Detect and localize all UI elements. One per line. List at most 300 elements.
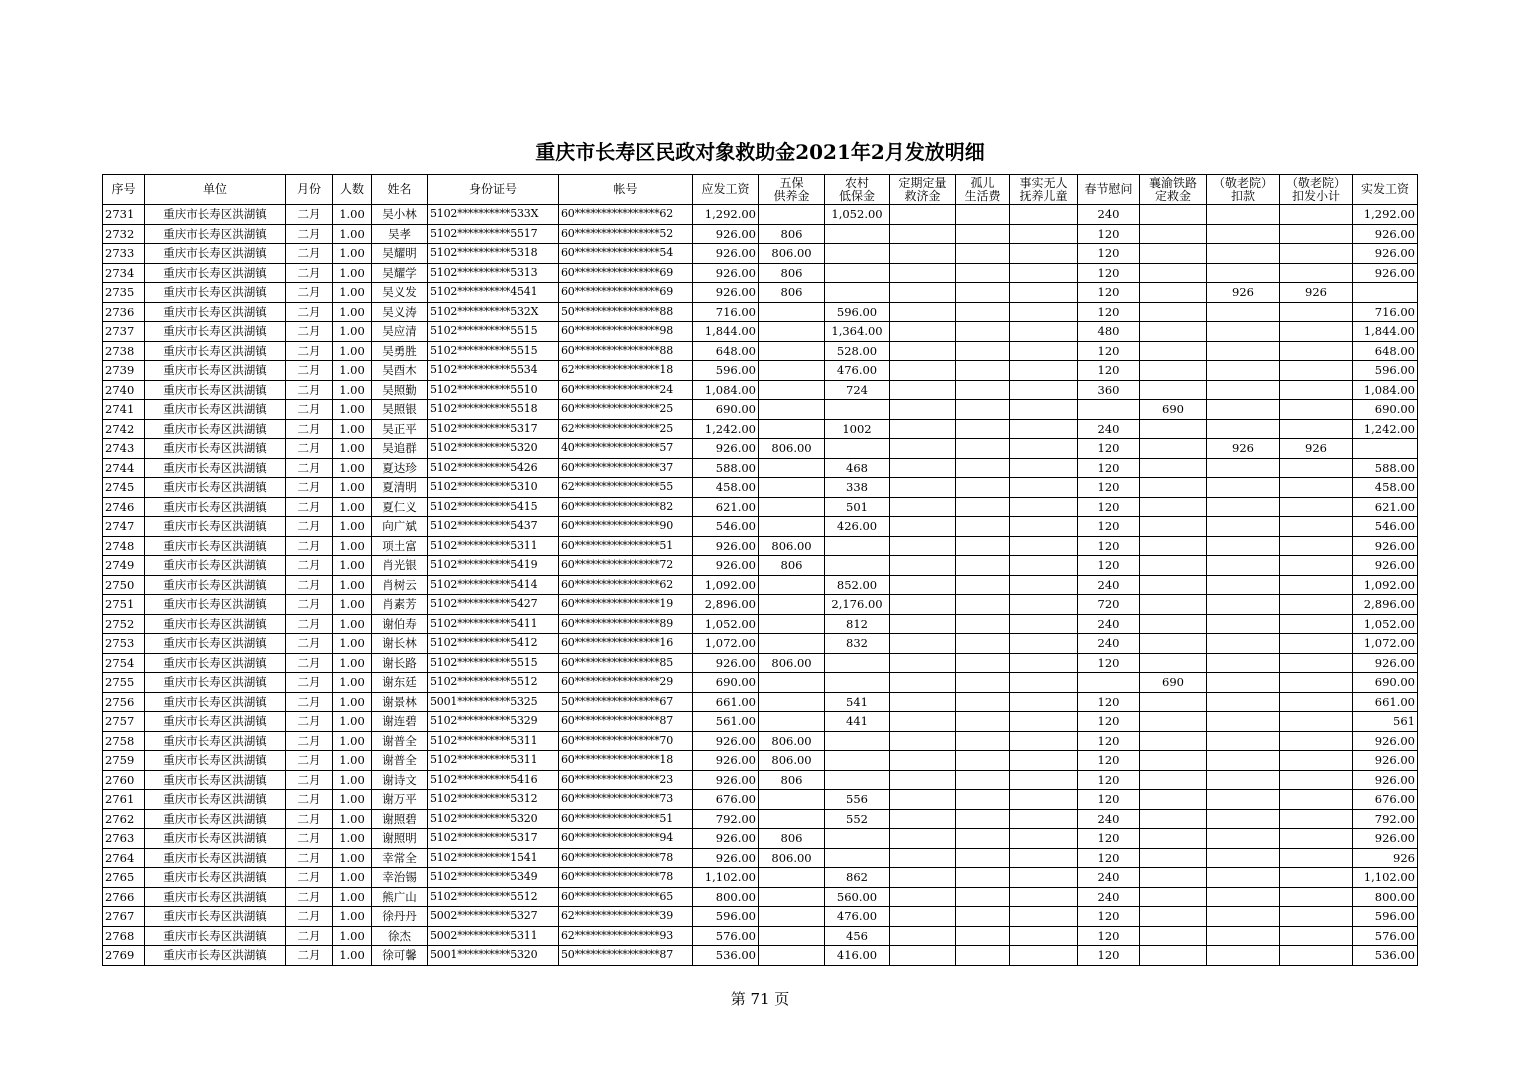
cell-unit: 重庆市长寿区洪湖镇 (145, 692, 286, 712)
cell-gross-pay: 926.00 (693, 770, 759, 790)
cell-nursing-home-subtotal (1280, 380, 1353, 400)
cell-seq: 2737 (103, 322, 145, 342)
table-row (103, 887, 1418, 907)
cell-rural-subsistence: 852.00 (825, 575, 890, 595)
cell-spring-festival: 120 (1078, 439, 1140, 459)
cell-five-guarantee: 806.00 (759, 536, 825, 556)
cell-name: 熊广山 (372, 887, 428, 907)
cell-nursing-home-deduction (1207, 887, 1280, 907)
column-header-month: 月份 (286, 175, 333, 205)
cell-id-number: 5102**********4541 (428, 283, 559, 303)
cell-nursing-home-deduction (1207, 380, 1280, 400)
cell-name: 谢照碧 (372, 809, 428, 829)
cell-spring-festival: 240 (1078, 614, 1140, 634)
cell-five-guarantee (759, 497, 825, 517)
cell-de-facto-orphan (1010, 380, 1078, 400)
cell-seq: 2743 (103, 439, 145, 459)
cell-rural-subsistence: 441 (825, 712, 890, 732)
cell-de-facto-orphan (1010, 283, 1078, 303)
cell-unit: 重庆市长寿区洪湖镇 (145, 536, 286, 556)
cell-id-number: 5102**********5311 (428, 731, 559, 751)
cell-de-facto-orphan (1010, 926, 1078, 946)
cell-orphan-allowance (956, 848, 1010, 868)
cell-spring-festival: 720 (1078, 595, 1140, 615)
cell-spring-festival: 120 (1078, 653, 1140, 673)
cell-name: 谢长路 (372, 653, 428, 673)
cell-railway-relief (1140, 731, 1207, 751)
cell-spring-festival: 120 (1078, 478, 1140, 498)
cell-count: 1.00 (333, 809, 372, 829)
cell-month: 二月 (286, 244, 333, 264)
cell-de-facto-orphan (1010, 595, 1078, 615)
cell-name: 谢连碧 (372, 712, 428, 732)
cell-net-pay: 926.00 (1353, 829, 1418, 849)
cell-rural-subsistence (825, 263, 890, 283)
table-row (103, 634, 1418, 654)
cell-five-guarantee (759, 614, 825, 634)
cell-count: 1.00 (333, 400, 372, 420)
cell-month: 二月 (286, 848, 333, 868)
cell-regular-relief (890, 926, 956, 946)
cell-regular-relief (890, 692, 956, 712)
cell-spring-festival: 120 (1078, 829, 1140, 849)
cell-spring-festival: 240 (1078, 205, 1140, 225)
cell-five-guarantee (759, 205, 825, 225)
cell-month: 二月 (286, 497, 333, 517)
page-number: 第 71 页 (730, 990, 790, 1008)
cell-gross-pay: 676.00 (693, 790, 759, 810)
cell-unit: 重庆市长寿区洪湖镇 (145, 458, 286, 478)
cell-name: 夏仁义 (372, 497, 428, 517)
cell-nursing-home-subtotal (1280, 224, 1353, 244)
table-row (103, 302, 1418, 322)
cell-seq: 2739 (103, 361, 145, 381)
cell-railway-relief: 690 (1140, 400, 1207, 420)
cell-five-guarantee (759, 809, 825, 829)
cell-gross-pay: 1,072.00 (693, 634, 759, 654)
cell-orphan-allowance (956, 907, 1010, 927)
cell-regular-relief (890, 653, 956, 673)
cell-regular-relief (890, 224, 956, 244)
cell-orphan-allowance (956, 946, 1010, 966)
cell-month: 二月 (286, 400, 333, 420)
cell-id-number: 5102**********5414 (428, 575, 559, 595)
cell-account: 62****************25 (559, 419, 693, 439)
cell-nursing-home-subtotal (1280, 692, 1353, 712)
cell-name: 吴孝 (372, 224, 428, 244)
column-header-de-facto-orphan: 事实无人 抚养儿童 (1010, 175, 1078, 205)
cell-name: 吴正平 (372, 419, 428, 439)
cell-five-guarantee (759, 887, 825, 907)
cell-name: 徐可馨 (372, 946, 428, 966)
cell-nursing-home-subtotal (1280, 341, 1353, 361)
cell-orphan-allowance (956, 829, 1010, 849)
cell-five-guarantee: 806.00 (759, 653, 825, 673)
cell-regular-relief (890, 712, 956, 732)
cell-nursing-home-subtotal (1280, 458, 1353, 478)
cell-unit: 重庆市长寿区洪湖镇 (145, 556, 286, 576)
cell-unit: 重庆市长寿区洪湖镇 (145, 634, 286, 654)
cell-unit: 重庆市长寿区洪湖镇 (145, 244, 286, 264)
cell-regular-relief (890, 263, 956, 283)
cell-de-facto-orphan (1010, 692, 1078, 712)
cell-unit: 重庆市长寿区洪湖镇 (145, 907, 286, 927)
cell-five-guarantee (759, 419, 825, 439)
cell-count: 1.00 (333, 478, 372, 498)
cell-rural-subsistence (825, 770, 890, 790)
cell-net-pay: 458.00 (1353, 478, 1418, 498)
cell-count: 1.00 (333, 770, 372, 790)
cell-de-facto-orphan (1010, 205, 1078, 225)
cell-nursing-home-subtotal (1280, 536, 1353, 556)
cell-nursing-home-subtotal (1280, 770, 1353, 790)
cell-railway-relief (1140, 478, 1207, 498)
cell-count: 1.00 (333, 302, 372, 322)
cell-id-number: 5102**********5437 (428, 517, 559, 537)
cell-nursing-home-subtotal (1280, 751, 1353, 771)
cell-rural-subsistence (825, 224, 890, 244)
cell-nursing-home-deduction (1207, 868, 1280, 888)
cell-orphan-allowance (956, 361, 1010, 381)
cell-seq: 2763 (103, 829, 145, 849)
cell-rural-subsistence (825, 439, 890, 459)
cell-railway-relief (1140, 790, 1207, 810)
cell-gross-pay: 546.00 (693, 517, 759, 537)
cell-nursing-home-subtotal (1280, 595, 1353, 615)
cell-orphan-allowance (956, 673, 1010, 693)
cell-railway-relief (1140, 458, 1207, 478)
cell-name: 谢景林 (372, 692, 428, 712)
cell-nursing-home-deduction (1207, 946, 1280, 966)
cell-gross-pay: 2,896.00 (693, 595, 759, 615)
cell-month: 二月 (286, 595, 333, 615)
cell-seq: 2749 (103, 556, 145, 576)
cell-net-pay: 676.00 (1353, 790, 1418, 810)
cell-regular-relief (890, 887, 956, 907)
cell-id-number: 5102**********5510 (428, 380, 559, 400)
cell-regular-relief (890, 439, 956, 459)
cell-id-number: 5102**********5515 (428, 322, 559, 342)
cell-orphan-allowance (956, 224, 1010, 244)
cell-net-pay: 926.00 (1353, 263, 1418, 283)
cell-orphan-allowance (956, 614, 1010, 634)
table-row (103, 400, 1418, 420)
cell-month: 二月 (286, 380, 333, 400)
cell-month: 二月 (286, 536, 333, 556)
column-header-name: 姓名 (372, 175, 428, 205)
cell-net-pay: 1,052.00 (1353, 614, 1418, 634)
cell-seq: 2733 (103, 244, 145, 264)
cell-seq: 2738 (103, 341, 145, 361)
column-header-rural-subsistence: 农村 低保金 (825, 175, 890, 205)
cell-name: 幸治锡 (372, 868, 428, 888)
cell-net-pay: 926.00 (1353, 653, 1418, 673)
cell-five-guarantee (759, 790, 825, 810)
cell-unit: 重庆市长寿区洪湖镇 (145, 770, 286, 790)
cell-five-guarantee (759, 907, 825, 927)
cell-orphan-allowance (956, 341, 1010, 361)
cell-railway-relief (1140, 536, 1207, 556)
cell-month: 二月 (286, 868, 333, 888)
cell-de-facto-orphan (1010, 341, 1078, 361)
cell-month: 二月 (286, 263, 333, 283)
cell-five-guarantee: 806 (759, 770, 825, 790)
cell-account: 60****************19 (559, 595, 693, 615)
cell-spring-festival: 120 (1078, 263, 1140, 283)
cell-account: 60****************88 (559, 341, 693, 361)
cell-month: 二月 (286, 673, 333, 693)
cell-nursing-home-deduction (1207, 634, 1280, 654)
table-row (103, 536, 1418, 556)
cell-gross-pay: 690.00 (693, 673, 759, 693)
cell-name: 谢普全 (372, 731, 428, 751)
cell-net-pay: 621.00 (1353, 497, 1418, 517)
cell-rural-subsistence (825, 848, 890, 868)
cell-id-number: 5102**********5517 (428, 224, 559, 244)
table-row (103, 478, 1418, 498)
cell-month: 二月 (286, 361, 333, 381)
cell-net-pay: 1,242.00 (1353, 419, 1418, 439)
cell-account: 60****************87 (559, 712, 693, 732)
cell-net-pay (1353, 283, 1418, 303)
cell-net-pay: 926.00 (1353, 224, 1418, 244)
table-row (103, 556, 1418, 576)
cell-regular-relief (890, 634, 956, 654)
cell-account: 60****************82 (559, 497, 693, 517)
cell-unit: 重庆市长寿区洪湖镇 (145, 868, 286, 888)
cell-account: 60****************89 (559, 614, 693, 634)
cell-five-guarantee: 806.00 (759, 439, 825, 459)
cell-seq: 2751 (103, 595, 145, 615)
cell-railway-relief (1140, 653, 1207, 673)
cell-nursing-home-subtotal (1280, 263, 1353, 283)
cell-de-facto-orphan (1010, 829, 1078, 849)
relief-payment-table (102, 174, 1418, 966)
table-row (103, 244, 1418, 264)
column-header-railway-relief: 襄渝铁路 定救金 (1140, 175, 1207, 205)
cell-net-pay: 926 (1353, 848, 1418, 868)
cell-id-number: 5102**********5320 (428, 439, 559, 459)
cell-orphan-allowance (956, 380, 1010, 400)
cell-id-number: 5102**********5411 (428, 614, 559, 634)
cell-gross-pay: 926.00 (693, 556, 759, 576)
cell-gross-pay: 561.00 (693, 712, 759, 732)
cell-account: 60****************51 (559, 809, 693, 829)
cell-nursing-home-deduction (1207, 751, 1280, 771)
cell-seq: 2747 (103, 517, 145, 537)
cell-unit: 重庆市长寿区洪湖镇 (145, 283, 286, 303)
cell-name: 吴应清 (372, 322, 428, 342)
cell-nursing-home-subtotal (1280, 829, 1353, 849)
cell-nursing-home-subtotal (1280, 790, 1353, 810)
cell-net-pay: 1,072.00 (1353, 634, 1418, 654)
cell-count: 1.00 (333, 673, 372, 693)
cell-name: 向广斌 (372, 517, 428, 537)
cell-railway-relief (1140, 419, 1207, 439)
cell-spring-festival: 240 (1078, 419, 1140, 439)
cell-month: 二月 (286, 341, 333, 361)
cell-rural-subsistence: 862 (825, 868, 890, 888)
cell-nursing-home-subtotal (1280, 575, 1353, 595)
cell-nursing-home-subtotal (1280, 302, 1353, 322)
cell-id-number: 5102**********5518 (428, 400, 559, 420)
cell-gross-pay: 648.00 (693, 341, 759, 361)
table-row (103, 263, 1418, 283)
cell-gross-pay: 1,292.00 (693, 205, 759, 225)
cell-seq: 2744 (103, 458, 145, 478)
cell-rural-subsistence: 468 (825, 458, 890, 478)
cell-orphan-allowance (956, 692, 1010, 712)
cell-name: 谢东廷 (372, 673, 428, 693)
cell-nursing-home-deduction (1207, 653, 1280, 673)
cell-month: 二月 (286, 419, 333, 439)
cell-account: 62****************55 (559, 478, 693, 498)
cell-id-number: 5102**********1541 (428, 848, 559, 868)
cell-rural-subsistence: 1002 (825, 419, 890, 439)
cell-railway-relief (1140, 575, 1207, 595)
cell-de-facto-orphan (1010, 653, 1078, 673)
cell-orphan-allowance (956, 887, 1010, 907)
cell-nursing-home-subtotal (1280, 673, 1353, 693)
cell-gross-pay: 926.00 (693, 244, 759, 264)
cell-id-number: 5001**********5325 (428, 692, 559, 712)
cell-unit: 重庆市长寿区洪湖镇 (145, 361, 286, 381)
cell-rural-subsistence: 724 (825, 380, 890, 400)
cell-unit: 重庆市长寿区洪湖镇 (145, 712, 286, 732)
cell-seq: 2735 (103, 283, 145, 303)
cell-regular-relief (890, 244, 956, 264)
cell-name: 谢万平 (372, 790, 428, 810)
cell-account: 60****************78 (559, 848, 693, 868)
cell-nursing-home-deduction (1207, 907, 1280, 927)
table-row (103, 809, 1418, 829)
cell-five-guarantee: 806.00 (759, 848, 825, 868)
cell-count: 1.00 (333, 614, 372, 634)
cell-nursing-home-subtotal (1280, 419, 1353, 439)
cell-unit: 重庆市长寿区洪湖镇 (145, 809, 286, 829)
table-row (103, 614, 1418, 634)
cell-count: 1.00 (333, 205, 372, 225)
table-row (103, 595, 1418, 615)
cell-seq: 2762 (103, 809, 145, 829)
cell-count: 1.00 (333, 653, 372, 673)
cell-de-facto-orphan (1010, 419, 1078, 439)
cell-gross-pay: 926.00 (693, 224, 759, 244)
cell-month: 二月 (286, 556, 333, 576)
cell-spring-festival: 120 (1078, 692, 1140, 712)
cell-regular-relief (890, 575, 956, 595)
cell-railway-relief (1140, 595, 1207, 615)
cell-count: 1.00 (333, 419, 372, 439)
table-row (103, 868, 1418, 888)
cell-unit: 重庆市长寿区洪湖镇 (145, 302, 286, 322)
column-header-count: 人数 (333, 175, 372, 205)
cell-spring-festival: 120 (1078, 458, 1140, 478)
cell-nursing-home-subtotal (1280, 361, 1353, 381)
cell-railway-relief (1140, 887, 1207, 907)
cell-nursing-home-deduction (1207, 731, 1280, 751)
cell-seq: 2752 (103, 614, 145, 634)
cell-de-facto-orphan (1010, 361, 1078, 381)
cell-regular-relief (890, 361, 956, 381)
cell-unit: 重庆市长寿区洪湖镇 (145, 205, 286, 225)
cell-nursing-home-deduction (1207, 517, 1280, 537)
cell-rural-subsistence (825, 829, 890, 849)
cell-month: 二月 (286, 439, 333, 459)
cell-gross-pay: 1,102.00 (693, 868, 759, 888)
cell-rural-subsistence: 456 (825, 926, 890, 946)
cell-nursing-home-subtotal (1280, 653, 1353, 673)
cell-nursing-home-subtotal (1280, 517, 1353, 537)
cell-regular-relief (890, 829, 956, 849)
cell-account: 60****************29 (559, 673, 693, 693)
cell-unit: 重庆市长寿区洪湖镇 (145, 946, 286, 966)
cell-count: 1.00 (333, 341, 372, 361)
cell-id-number: 5102**********5427 (428, 595, 559, 615)
cell-orphan-allowance (956, 595, 1010, 615)
cell-month: 二月 (286, 283, 333, 303)
cell-id-number: 5102**********5515 (428, 341, 559, 361)
cell-nursing-home-subtotal (1280, 556, 1353, 576)
cell-spring-festival: 120 (1078, 731, 1140, 751)
cell-id-number: 5102**********5311 (428, 536, 559, 556)
table-row (103, 829, 1418, 849)
cell-gross-pay: 926.00 (693, 283, 759, 303)
cell-spring-festival: 120 (1078, 770, 1140, 790)
cell-orphan-allowance (956, 497, 1010, 517)
cell-id-number: 5102**********5310 (428, 478, 559, 498)
cell-account: 60****************85 (559, 653, 693, 673)
cell-count: 1.00 (333, 556, 372, 576)
cell-regular-relief (890, 497, 956, 517)
cell-spring-festival (1078, 673, 1140, 693)
cell-account: 60****************51 (559, 536, 693, 556)
cell-net-pay: 596.00 (1353, 907, 1418, 927)
cell-seq: 2759 (103, 751, 145, 771)
cell-regular-relief (890, 809, 956, 829)
cell-account: 60****************25 (559, 400, 693, 420)
cell-account: 60****************78 (559, 868, 693, 888)
cell-unit: 重庆市长寿区洪湖镇 (145, 497, 286, 517)
cell-de-facto-orphan (1010, 634, 1078, 654)
cell-rural-subsistence: 556 (825, 790, 890, 810)
cell-rural-subsistence: 1,052.00 (825, 205, 890, 225)
cell-railway-relief (1140, 341, 1207, 361)
cell-account: 60****************94 (559, 829, 693, 849)
cell-id-number: 5102**********5318 (428, 244, 559, 264)
table-row (103, 497, 1418, 517)
cell-five-guarantee: 806 (759, 829, 825, 849)
cell-nursing-home-deduction (1207, 712, 1280, 732)
cell-gross-pay: 1,052.00 (693, 614, 759, 634)
cell-regular-relief (890, 322, 956, 342)
cell-net-pay: 588.00 (1353, 458, 1418, 478)
table-header-row (103, 175, 1418, 205)
cell-id-number: 5102**********5419 (428, 556, 559, 576)
cell-rural-subsistence: 426.00 (825, 517, 890, 537)
cell-five-guarantee: 806.00 (759, 244, 825, 264)
cell-seq: 2756 (103, 692, 145, 712)
cell-month: 二月 (286, 575, 333, 595)
table-row (103, 458, 1418, 478)
cell-railway-relief (1140, 946, 1207, 966)
cell-account: 60****************72 (559, 556, 693, 576)
cell-five-guarantee: 806 (759, 283, 825, 303)
cell-unit: 重庆市长寿区洪湖镇 (145, 614, 286, 634)
cell-unit: 重庆市长寿区洪湖镇 (145, 829, 286, 849)
cell-five-guarantee (759, 673, 825, 693)
table-body (103, 205, 1418, 966)
